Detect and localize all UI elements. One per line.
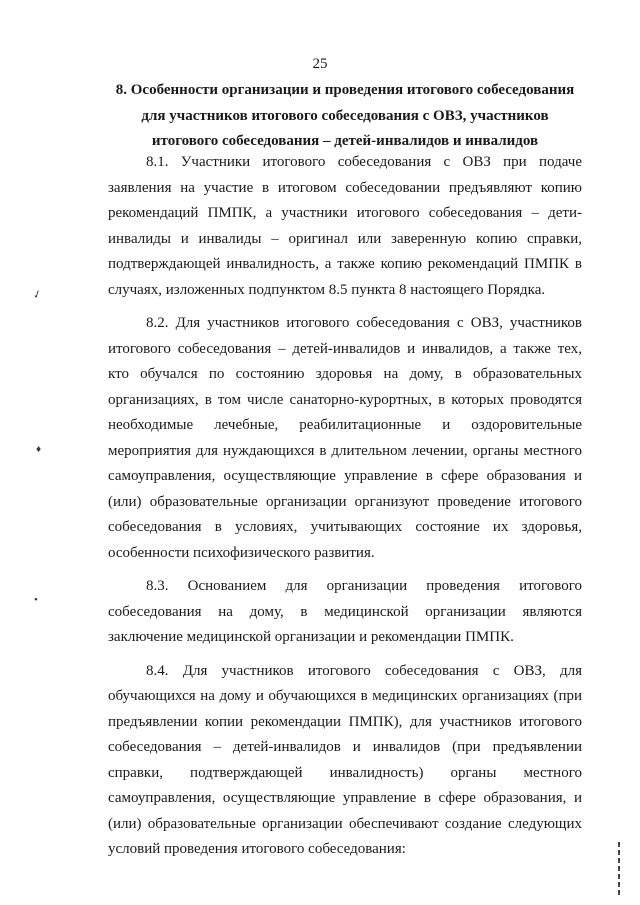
- section-heading: 8. Особенности организации и проведения итогового собеседования для участников итогового собеседования с ОВЗ, участников итогового собеседования – детей-инвалидов и инвалидов: [115, 82, 575, 149]
- page-number: 25: [312, 56, 328, 72]
- scan-edge-line: [618, 842, 620, 898]
- paragraph-8-4: 8.4. Для участников итогового собеседования с ОВЗ, для обучающихся на дому и обучающихся в медицинских организациях (при предъявлении копии рекомендации ПМПК), для участников итогового собеседования – детей-инвалидов и инвалидов (при предъявлении справки, подтверждающей инвалидность) органы местного самоуправления, осуществляющие управление в сфере образования, и (или) образовательные организации обеспечивают создание следующих условий проведения итогового собеседования:: [108, 662, 582, 857]
- margin-mark-check-icon: ✓: [31, 287, 44, 303]
- paragraph-8-1: 8.1. Участники итогового собеседования с ОВЗ при подаче заявления на участие в итоговом собеседовании предъявляют копию рекомендаций ПМПК, а участники итогового собеседования – дети-инвалиды и инвалиды – оригинал или заверенную копию справки, подтверждающей инвалидность, а также копию рекомендаций ПМПК в случаях, изложенных подпунктом 8.5 пункта 8 настоящего Порядка.: [108, 154, 582, 298]
- paragraph-8-3: 8.3. Основанием для организации проведения итогового собеседования на дому, в медицинской организации являются заключение медицинской организации и рекомендации ПМПК.: [108, 578, 582, 645]
- margin-mark-dot-icon: •: [34, 594, 38, 606]
- paragraph-8-2: 8.2. Для участников итогового собеседования с ОВЗ, участников итогового собеседования – детей-инвалидов и инвалидов, а также тех, кто обучался по состоянию здоровья на дому, в образовательных организациях, в том числе санаторно-курортных, в которых проводятся необходимые лечебные, реабилитационные и оздоровительные мероприятия для нуждающихся в длительном лечении, органы местного самоуправления, осуществляющие управление в сфере образования и (или) образовательные организации организуют проведение итогового собеседования в условиях, учитывающих состояние их здоровья, особенности психофизического развития.: [108, 315, 582, 561]
- section-body: [108, 150, 582, 871]
- margin-mark-diamond-icon: ♦: [36, 444, 42, 455]
